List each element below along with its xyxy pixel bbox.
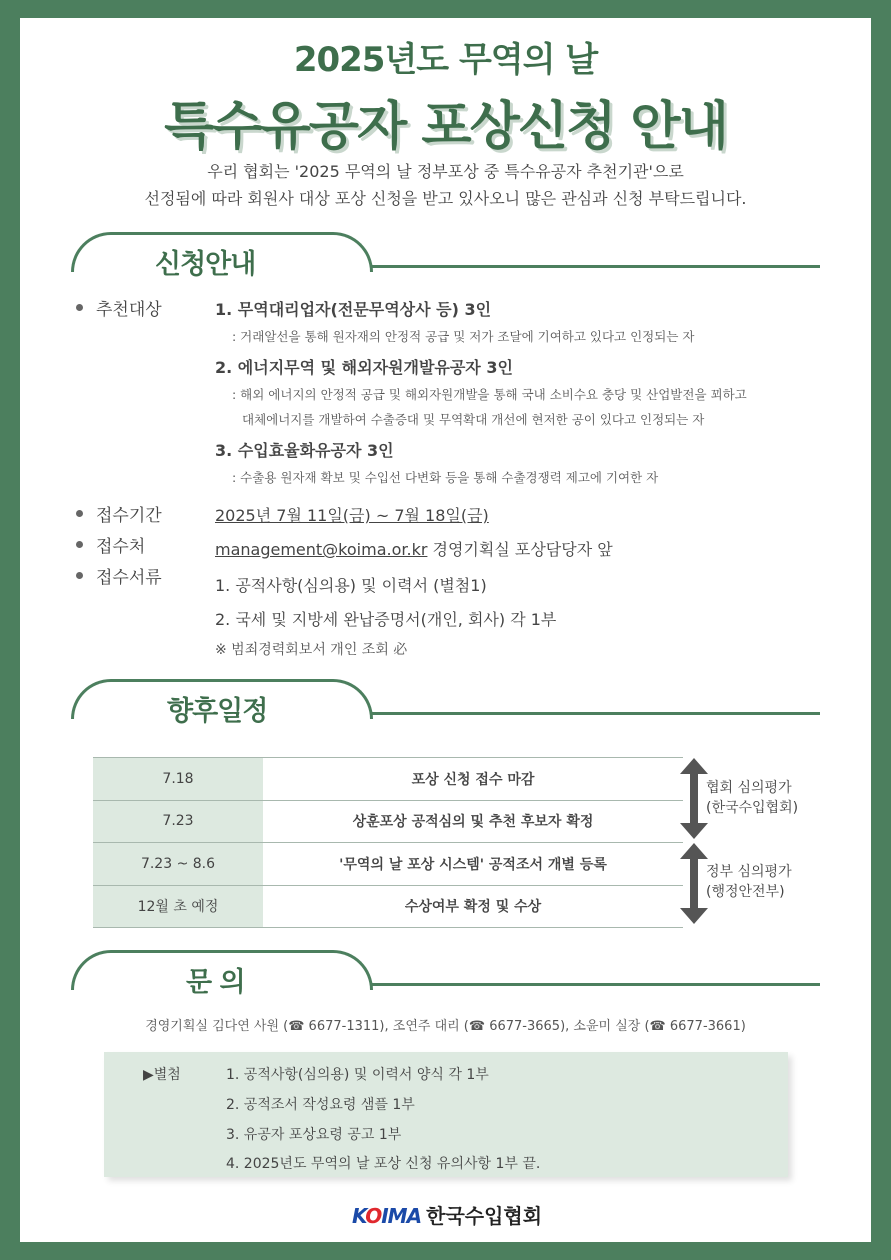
logo-letter: O — [365, 1204, 382, 1228]
target-item-3-desc: : 수출용 원자재 확보 및 수입선 다변화 등을 통해 수출경쟁력 제고에 기여한 자 — [232, 470, 659, 485]
schedule-event: 수상여부 확정 및 수상 — [263, 885, 683, 928]
side-note-line: 협회 심의평가 — [706, 780, 792, 796]
bullet-target — [76, 304, 83, 311]
logo-letter: IMA — [381, 1204, 422, 1228]
section-apply-rule — [352, 265, 820, 268]
schedule-table — [93, 757, 683, 928]
attachments-label: ▶별첨 — [143, 1067, 181, 1083]
target-item-1-head: 1. 무역대리업자(전문무역상사 등) 3인 — [215, 300, 492, 319]
main-title: 특수유공자 포상신청 안내 — [164, 97, 727, 157]
bullet-docs — [76, 572, 83, 579]
target-label: 추천대상 — [96, 300, 162, 320]
logo-letter: K — [352, 1204, 366, 1228]
arrow-down-icon — [680, 908, 708, 924]
email-link[interactable]: management@koima.or.kr — [215, 540, 428, 559]
bullet-period — [76, 510, 83, 517]
intro-text — [0, 158, 891, 212]
koima-logo — [352, 1200, 542, 1229]
target-item-3-head: 3. 수입효율화유공자 3인 — [215, 441, 394, 460]
arrow-shaft-icon — [690, 858, 698, 910]
org-name: 한국수입협회 — [426, 1204, 543, 1228]
schedule-date: 7.23 — [93, 800, 263, 843]
side-note-association — [706, 778, 798, 818]
year-title: 2025년도 무역의 날 — [293, 40, 598, 80]
arrow-up-icon — [680, 758, 708, 774]
place-label: 접수처 — [96, 537, 146, 557]
schedule-event: 포상 신청 접수 마감 — [263, 758, 683, 801]
period-value: 2025년 7월 11일(금) ~ 7월 18일(금) — [215, 506, 489, 525]
period-label: 접수기간 — [96, 506, 162, 526]
section-schedule-rule — [352, 712, 820, 715]
schedule-event: '무역의 날 포상 시스템' 공적조서 개별 등록 — [263, 843, 683, 886]
schedule-date: 7.23 ~ 8.6 — [93, 843, 263, 886]
side-note-line: 정부 심의평가 — [706, 864, 792, 880]
attachment-item: 4. 2025년도 무역의 날 포상 신청 유의사항 1부 끝. — [226, 1156, 541, 1172]
target-item-2-desc-line2: 대체에너지를 개발하여 수출증대 및 무역확대 개선에 현저한 공이 있다고 인정되는 자 — [242, 412, 705, 427]
arrow-shaft-icon — [690, 773, 698, 825]
table-row — [93, 885, 683, 928]
side-note-line: (한국수입협회) — [706, 800, 799, 816]
docs-item-2: 2. 국세 및 지방세 완납증명서(개인, 회사) 각 1부 — [215, 610, 557, 629]
contact-line: 경영기획실 김다연 사원 (☎ 6677-1311), 조연주 대리 (☎ 6677-3665), 소윤미 실장 (☎ 6677-3661) — [145, 1019, 746, 1034]
target-item-1-desc: : 거래알선을 통해 원자재의 안정적 공급 및 저가 조달에 기여하고 있다고 인정되는 자 — [232, 329, 695, 344]
attachment-item: 1. 공적사항(심의용) 및 이력서 양식 각 1부 — [226, 1067, 489, 1083]
attachment-item: 3. 유공자 포상요령 공고 1부 — [226, 1127, 402, 1143]
table-row — [93, 758, 683, 801]
intro-line-2: 선정됨에 따라 회원사 대상 포상 신청을 받고 있사오니 많은 관심과 신청 부탁드립니다. — [144, 189, 747, 208]
side-note-line: (행정안전부) — [706, 884, 785, 900]
arrow-up-icon — [680, 843, 708, 859]
schedule-event: 상훈포상 공적심의 및 추천 후보자 확정 — [263, 800, 683, 843]
section-contact-rule — [352, 983, 820, 986]
table-row — [93, 800, 683, 843]
docs-label: 접수서류 — [96, 568, 162, 588]
table-row — [93, 843, 683, 886]
place-recipient: 경영기획실 포상담당자 앞 — [432, 540, 613, 559]
section-schedule-title: 향후일정 — [167, 696, 268, 727]
intro-line-1: 우리 협회는 '2025 무역의 날 정부포상 중 특수유공자 추천기관'으로 — [207, 162, 684, 181]
section-contact-title: 문 의 — [186, 967, 245, 998]
section-apply-title: 신청안내 — [155, 249, 256, 280]
place-value — [215, 537, 613, 560]
target-item-2-head: 2. 에너지무역 및 해외자원개발유공자 3인 — [215, 358, 513, 377]
target-item-2-desc-line1: : 해외 에너지의 안정적 공급 및 해외자원개발을 통해 국내 소비수요 충당 및 산업발전을 꾀하고 — [232, 387, 747, 402]
arrow-down-icon — [680, 823, 708, 839]
docs-note: ※ 범죄경력회보서 개인 조회 必 — [215, 642, 408, 658]
side-note-government — [706, 862, 792, 902]
bullet-place — [76, 541, 83, 548]
attachment-item: 2. 공적조서 작성요령 샘플 1부 — [226, 1097, 415, 1113]
schedule-date: 7.18 — [93, 758, 263, 801]
schedule-date: 12월 초 예정 — [93, 885, 263, 928]
logo-mark — [352, 1204, 421, 1228]
docs-item-1: 1. 공적사항(심의용) 및 이력서 (별첨1) — [215, 576, 487, 595]
